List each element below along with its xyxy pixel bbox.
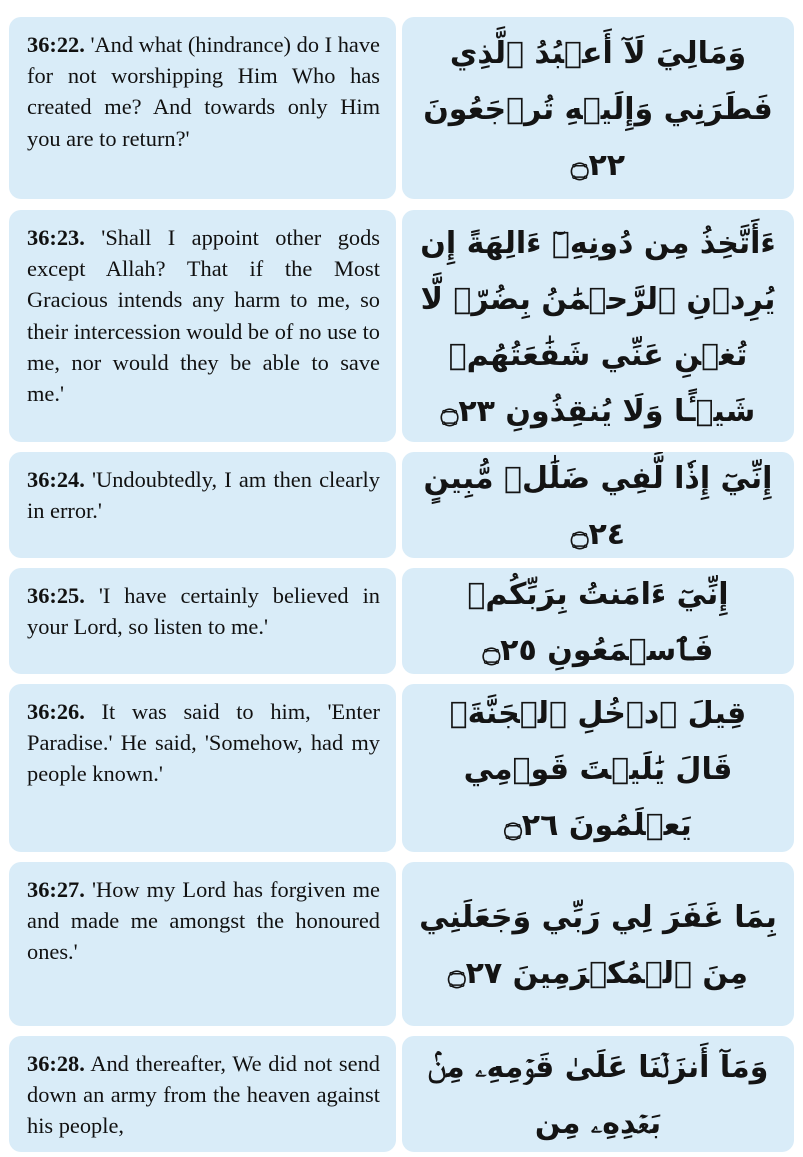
- translation-text: [27, 29, 380, 154]
- translation-card: [9, 452, 396, 558]
- verse-row-27: [0, 862, 803, 1026]
- translation-text: [27, 1048, 380, 1142]
- arabic-card: [402, 684, 794, 852]
- verse-translation: 'Shall I appoint other gods except Allah? That if the Most Gracious intends any harm to me, so their intercession would be of no use to me, nor would they be able to save me.': [27, 225, 380, 407]
- verse-row-28: [0, 1036, 803, 1152]
- verse-number: 36:28.: [27, 1051, 85, 1076]
- arabic-card: [402, 1036, 794, 1152]
- verse-row-22: [0, 17, 803, 199]
- arabic-card: [402, 862, 794, 1026]
- verse-translation: 'I have certainly believed in your Lord, so listen to me.': [27, 583, 380, 640]
- arabic-text: قِيلَ ٱدۡخُلِ ٱلۡجَنَّةَۖ قَالَ يَٰلَيۡتَ قَوۡمِي يَعۡلَمُونَ ۝٢٦: [449, 696, 747, 843]
- verse-translation: 'And what (hindrance) do I have for not worshipping Him Who has created me? And towards only Him you are to return?': [27, 32, 380, 151]
- translation-card: [9, 684, 396, 852]
- verse-translation: 'Undoubtedly, I am then clearly in error.': [27, 467, 380, 524]
- verse-row-24: [0, 452, 803, 558]
- verse-row-26: [0, 684, 803, 852]
- verse-number: 36:23.: [27, 225, 85, 250]
- verse-number: 36:26.: [27, 699, 85, 724]
- translation-card: [9, 568, 396, 674]
- verse-row-25: [0, 568, 803, 674]
- verse-number: 36:27.: [27, 877, 85, 902]
- arabic-text: وَمَالِيَ لَآ أَعۡبُدُ ٱلَّذِي فَطَرَنِي وَإِلَيۡهِ تُرۡجَعُونَ ۝٢٢: [423, 36, 773, 183]
- arabic-text: ءَأَتَّخِذُ مِن دُونِهِۦٓ ءَالِهَةً إِن يُرِدۡنِ ٱلرَّحۡمَٰنُ بِضُرّٖ لَّا تُغۡنِ عَنِّي شَفَٰعَتُهُمۡ شَيۡـًٔا وَلَا يُنقِذُونِ ۝٢٣: [420, 226, 776, 429]
- arabic-text: وَمَآ أَنزَلۡنَا عَلَىٰ قَوۡمِهِۦ مِنۢ بَعۡدِهِۦ مِن: [427, 1050, 769, 1141]
- arabic-card: [402, 568, 794, 674]
- verse-translation: It was said to him, 'Enter Paradise.' He said, 'Somehow, had my people known.': [27, 699, 380, 787]
- translation-text: [27, 222, 380, 409]
- arabic-card: [402, 452, 794, 558]
- arabic-text: إِنِّيٓ ءَامَنتُ بِرَبِّكُمۡ فَٱسۡمَعُونِ ۝٢٥: [467, 577, 729, 668]
- translation-text: [27, 580, 380, 642]
- translation-card: [9, 862, 396, 1026]
- translation-text: [27, 696, 380, 790]
- verse-number: 36:25.: [27, 583, 85, 608]
- translation-card: [9, 1036, 396, 1152]
- arabic-text: إِنِّيٓ إِذٗا لَّفِي ضَلَٰلٖ مُّبِينٍ ۝٢٤: [423, 461, 773, 552]
- translation-text: [27, 874, 380, 968]
- translation-text: [27, 464, 380, 526]
- arabic-card: [402, 210, 794, 442]
- verse-translation: 'How my Lord has forgiven me and made me amongst the honoured ones.': [27, 877, 380, 965]
- translation-card: [9, 17, 396, 199]
- translation-card: [9, 210, 396, 442]
- arabic-text: بِمَا غَفَرَ لِي رَبِّي وَجَعَلَنِي مِنَ ٱلۡمُكۡرَمِينَ ۝٢٧: [419, 900, 777, 991]
- verse-number: 36:24.: [27, 467, 85, 492]
- verse-translation: And thereafter, We did not send down an army from the heaven against his people,: [27, 1051, 380, 1139]
- arabic-card: [402, 17, 794, 199]
- verse-number: 36:22.: [27, 32, 85, 57]
- verse-row-23: [0, 210, 803, 442]
